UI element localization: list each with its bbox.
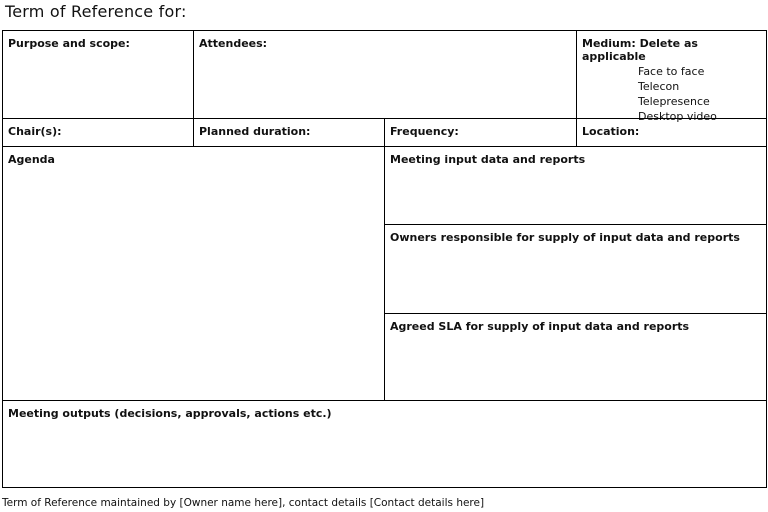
outputs-cell[interactable] (2, 400, 767, 488)
agenda-cell[interactable] (2, 146, 385, 401)
sla-label: Agreed SLA for supply of input data and reports (390, 320, 690, 333)
medium-cell[interactable] (576, 30, 767, 123)
page-title: Term of Reference for: (5, 2, 187, 21)
medium-option-desktop-video[interactable]: Desktop video (638, 110, 717, 123)
location-label: Location: (582, 125, 640, 138)
duration-cell[interactable] (193, 118, 385, 147)
medium-option-telecon[interactable]: Telecon (638, 80, 680, 93)
input-data-cell[interactable] (384, 146, 767, 225)
purpose-scope-label: Purpose and scope: (8, 37, 130, 50)
frequency-label: Frequency: (390, 125, 459, 138)
footer-note: Term of Reference maintained by [Owner name here], contact details [Contact details here] (2, 497, 485, 509)
owners-cell[interactable] (384, 224, 767, 314)
sla-cell[interactable] (384, 313, 767, 401)
location-cell[interactable] (576, 118, 767, 147)
reference-table (2, 30, 767, 488)
duration-label: Planned duration: (199, 125, 311, 138)
medium-option-face-to-face[interactable]: Face to face (638, 65, 705, 78)
medium-options (638, 64, 761, 124)
chairs-cell[interactable] (2, 118, 194, 147)
frequency-cell[interactable] (384, 118, 577, 147)
attendees-cell[interactable] (193, 30, 577, 119)
owners-label: Owners responsible for supply of input data and reports (390, 231, 740, 244)
input-data-label: Meeting input data and reports (390, 153, 586, 166)
medium-option-telepresence[interactable]: Telepresence (638, 95, 710, 108)
attendees-label: Attendees: (199, 37, 268, 50)
chairs-label: Chair(s): (8, 125, 62, 138)
agenda-label: Agenda (8, 153, 55, 166)
medium-label: Medium: Delete as applicable (582, 37, 698, 63)
outputs-label: Meeting outputs (decisions, approvals, actions etc.) (8, 407, 332, 420)
purpose-scope-cell[interactable] (2, 30, 194, 119)
